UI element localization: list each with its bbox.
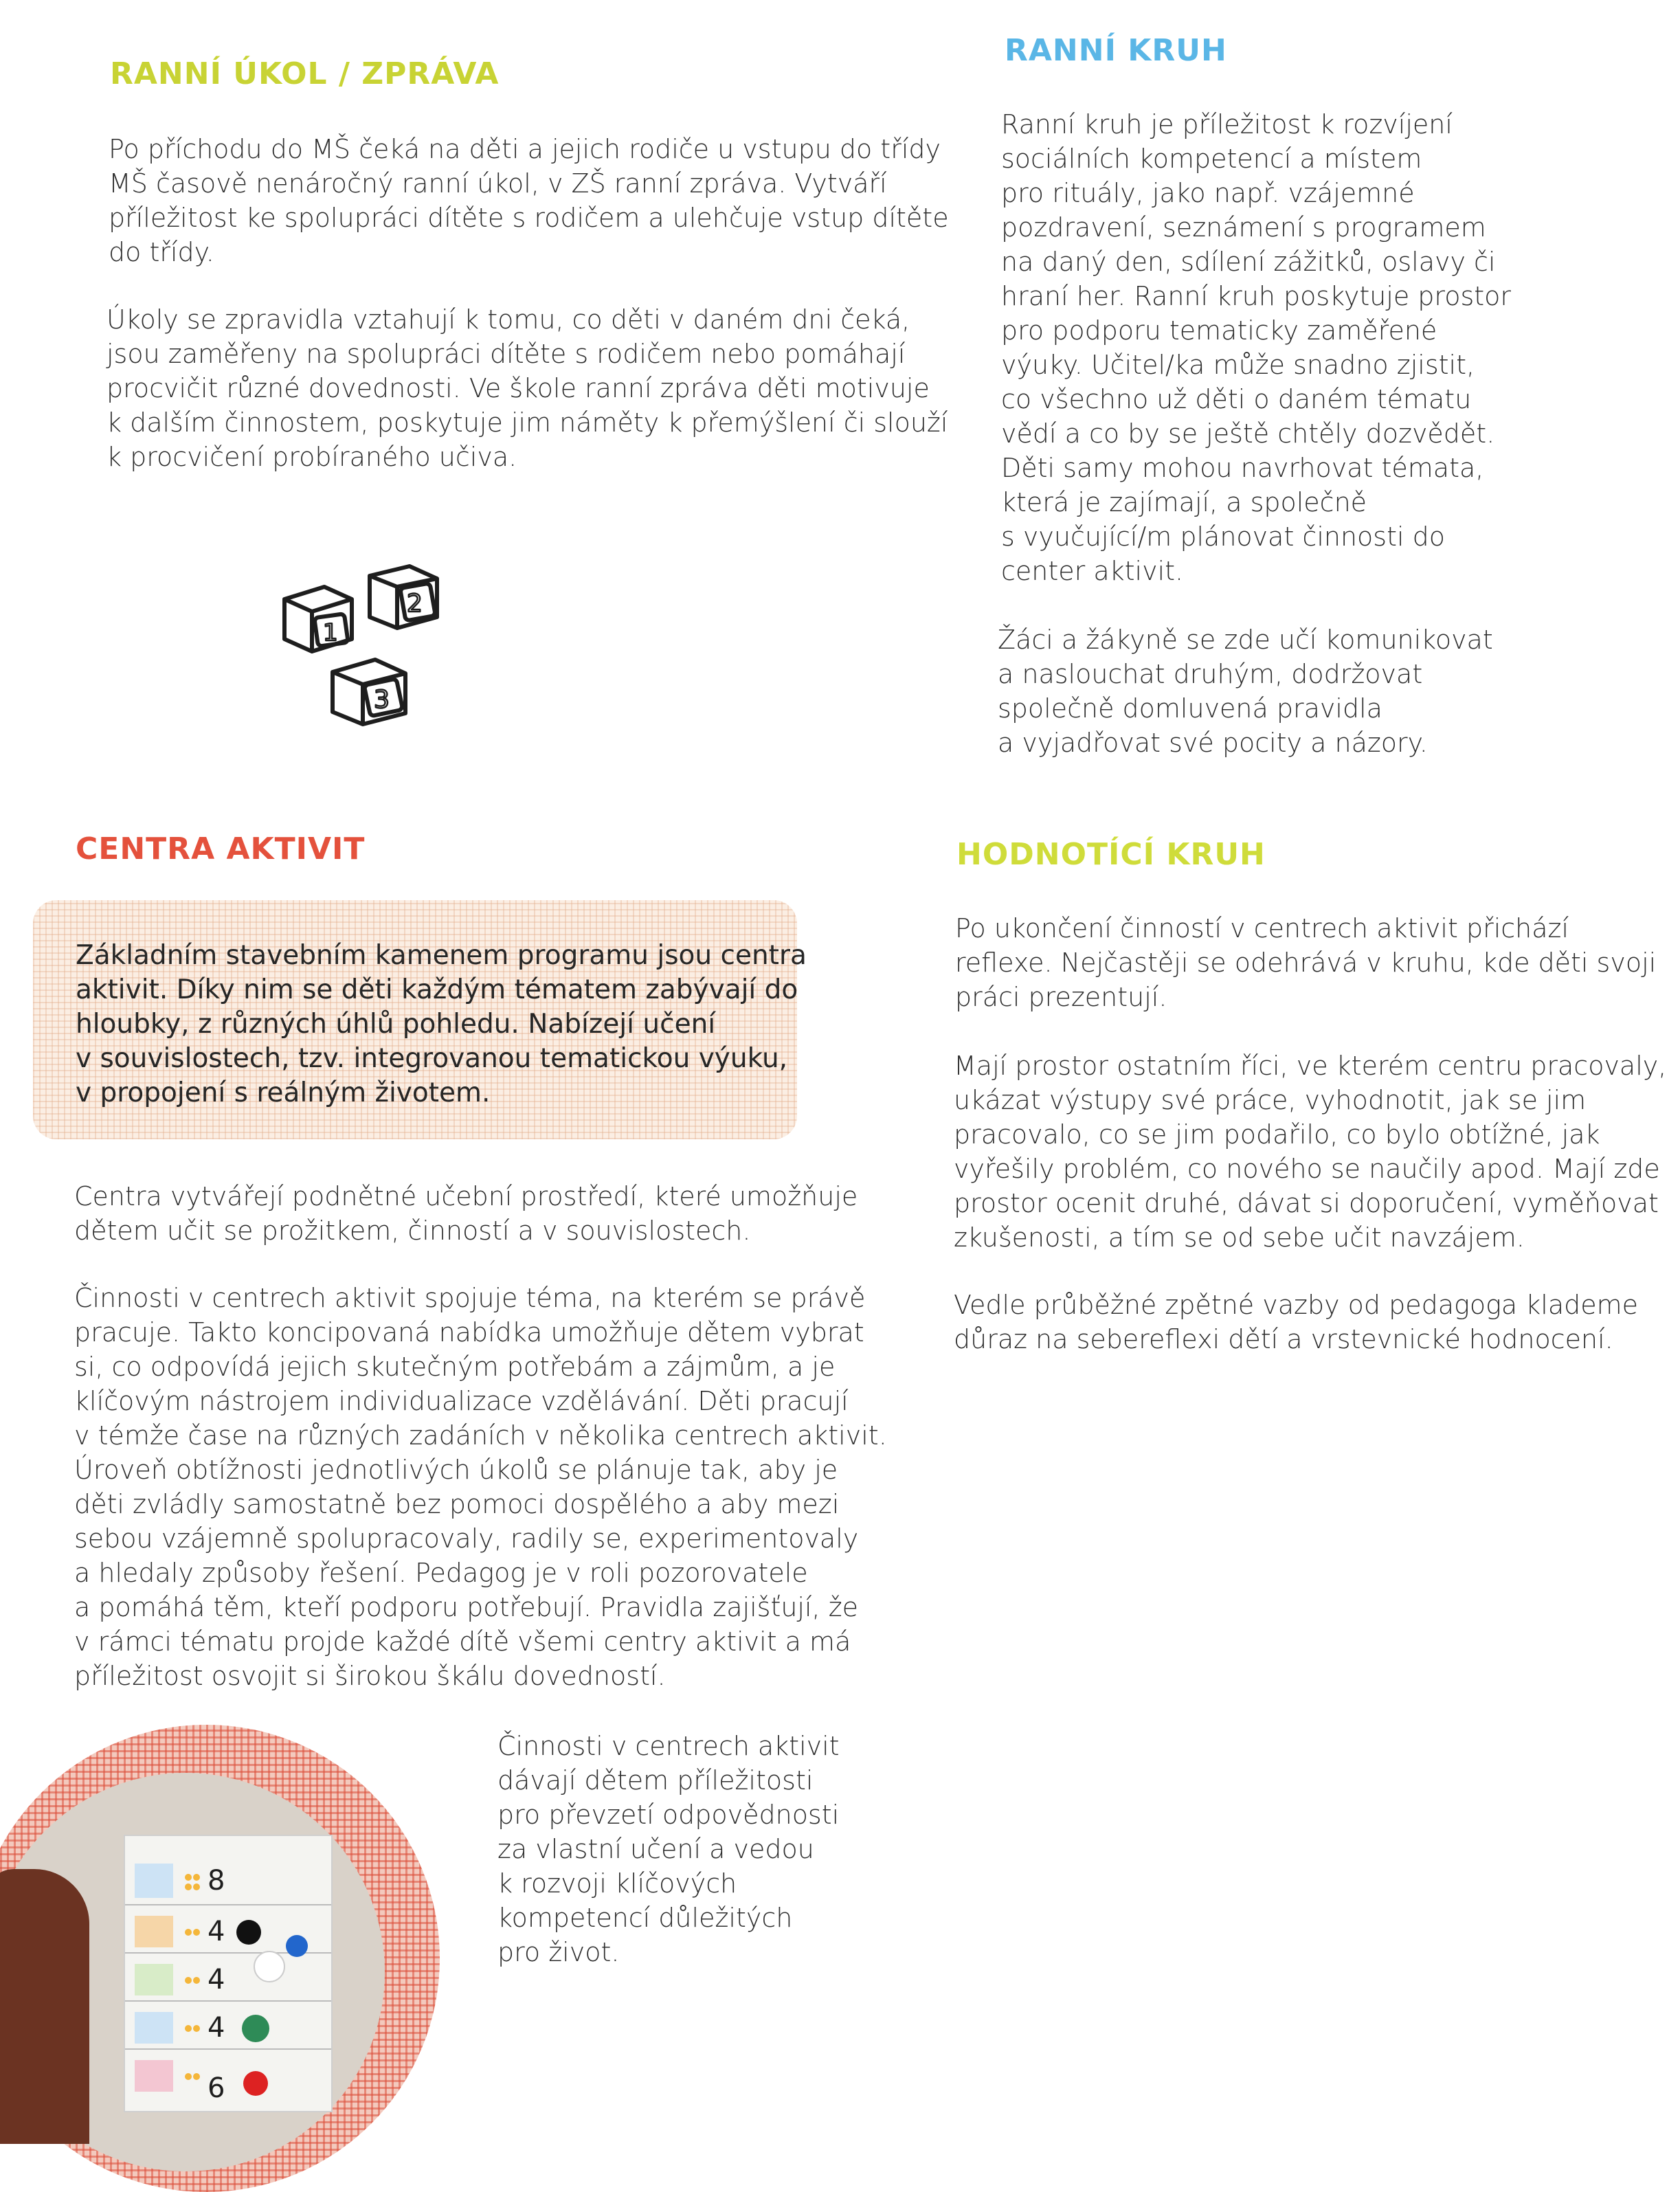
centra-aktivit-paragraph-1 — [74, 1179, 858, 1248]
text-line: do třídy. — [109, 237, 214, 267]
centra-aktivit-paragraph-3 — [497, 1729, 840, 1969]
text-line: Centra vytvářejí podnětné učební prostředí, které umožňuje — [74, 1181, 858, 1211]
text-line: Mají prostor ostatním říci, ve kterém centru pracovaly, — [954, 1051, 1667, 1081]
text-line: Děti samy mohou navrhovat témata, — [1001, 453, 1484, 483]
cube-1-icon — [284, 587, 352, 651]
text-line: pozdravení, seznámení s programem — [1001, 212, 1486, 243]
board-number: 4 — [208, 1916, 225, 1947]
cube-3-label: 3 — [374, 686, 390, 714]
text-line: dětem učit se prožitkem, činností a v souvislostech. — [74, 1216, 751, 1246]
text-line: Žáci a žákyně se zde učí komunikovat — [998, 625, 1493, 655]
text-line: Ranní kruh je příležitost k rozvíjení — [1001, 109, 1453, 139]
text-line: co všechno už děti o daném tématu — [1001, 384, 1472, 414]
text-line: procvičit různé dovednosti. Ve škole ranní zpráva děti motivuje — [107, 373, 930, 403]
heading-hodnotici-kruh: HODNOTÍCÍ KRUH — [956, 837, 1266, 872]
text-line: zkušenosti, a tím se od sebe učit navzájem. — [954, 1222, 1525, 1253]
text-line: a hledaly způsoby řešení. Pedagog je v roli pozorovatele — [74, 1558, 808, 1588]
text-line: prostor ocenit druhé, dávat si doporučení, vyměňovat — [954, 1188, 1659, 1218]
text-line: a pomáhá těm, kteří podporu potřebují. Pravidla zajišťují, že — [74, 1592, 859, 1622]
text-line: v souvislostech, tzv. integrovanou tematickou výuku, — [76, 1043, 788, 1074]
text-line: která je zajímají, a společně — [1001, 487, 1367, 517]
text-line: a naslouchat druhým, dodržovat — [998, 659, 1423, 689]
board-number: 4 — [208, 2012, 225, 2044]
text-line: Úroveň obtížnosti jednotlivých úkolů se plánuje tak, aby je — [74, 1455, 838, 1485]
text-line: na daný den, sdílení zážitků, oslavy či — [1001, 247, 1496, 277]
text-line: Po příchodu do MŠ čeká na děti a jejich rodiče u vstupu do třídy — [109, 134, 941, 164]
board-number: 4 — [208, 1964, 225, 1995]
text-line: hraní her. Ranní kruh poskytuje prostor — [1001, 281, 1512, 311]
text-line: a vyjadřovat své pocity a názory. — [998, 728, 1428, 758]
child-hair — [0, 1869, 89, 2144]
text-line: pracuje. Takto koncipovaná nabídka umožňuje dětem vybrat — [74, 1317, 864, 1347]
centra-aktivit-paragraph-2 — [74, 1281, 887, 1693]
hodnotici-kruh-paragraph-3 — [954, 1288, 1638, 1356]
centra-aktivit-highlight — [76, 939, 807, 1110]
number-cubes-illustration — [275, 557, 453, 735]
classroom-photo — [0, 1725, 426, 2104]
text-line: hloubky, z různých úhlů pohledu. Nabízejí učení — [76, 1009, 716, 1040]
text-line: k dalším činnostem, poskytuje jim náměty k přemýšlení či slouží — [107, 407, 948, 438]
heading-ranni-kruh: RANNÍ KRUH — [1005, 33, 1227, 68]
text-line: Činnosti v centrech aktivit spojuje téma, na kterém se právě — [74, 1283, 866, 1313]
cube-1-label: 1 — [323, 619, 338, 647]
text-line: společně domluvená pravidla — [998, 693, 1382, 724]
photo-content — [0, 1773, 385, 2171]
text-line: příležitost ke spolupráci dítěte s rodičem a ulehčuje vstup dítěte — [109, 203, 949, 233]
text-line: vyřešily problém, co nového se naučily apod. Mají zde — [954, 1154, 1660, 1184]
text-line: pro život. — [497, 1937, 620, 1967]
text-line: MŠ časově nenáročný ranní úkol, v ZŠ ranní zpráva. Vytváří — [109, 168, 887, 199]
text-line: klíčovým nástrojem individualizace vzdělávání. Děti pracují — [74, 1386, 849, 1416]
text-line: k rozvoji klíčových — [497, 1868, 737, 1899]
text-line: sebou vzájemně spolupracovaly, radily se, experimentovaly — [74, 1523, 859, 1554]
ranni-ukol-paragraph-1 — [109, 132, 949, 269]
ranni-kruh-paragraph-1 — [1001, 107, 1511, 588]
text-line: si, co odpovídá jejich skutečným potřebám a zájmům, a je — [74, 1352, 836, 1382]
text-line: v rámci tématu projde každé dítě všemi centry aktivit a má — [74, 1626, 851, 1657]
heading-ranni-ukol: RANNÍ ÚKOL / ZPRÁVA — [110, 56, 500, 91]
text-line: jsou zaměřeny na spolupráci dítěte s rodičem nebo pomáhají — [107, 339, 906, 369]
text-line: Činnosti v centrech aktivit — [497, 1731, 840, 1761]
text-line: děti zvládly samostatně bez pomoci dospělého a aby mezi — [74, 1489, 840, 1519]
text-line: aktivit. Díky nim se děti každým tématem zabývají do — [76, 974, 798, 1005]
text-line: center aktivit. — [1001, 556, 1184, 586]
cube-3-icon — [333, 660, 405, 724]
text-line: dávají dětem příležitosti — [497, 1765, 814, 1796]
text-line: důraz na sebereflexi dětí a vrstevnické hodnocení. — [954, 1324, 1613, 1354]
ranni-kruh-paragraph-2 — [998, 623, 1493, 760]
cube-2-label: 2 — [407, 590, 423, 618]
board-drawing — [125, 1836, 331, 2111]
text-line: reflexe. Nejčastěji se odehrává v kruhu, kde děti svoji — [955, 948, 1657, 978]
text-line: sociálních kompetencí a místem — [1001, 144, 1422, 174]
text-line: vědí a co by se ještě chtěly dozvědět. — [1001, 418, 1495, 449]
heading-centra-aktivit: CENTRA AKTIVIT — [76, 831, 366, 866]
text-line: s vyučující/m plánovat činnosti do — [1001, 522, 1445, 552]
text-line: Po ukončení činností v centrech aktivit přichází — [955, 913, 1569, 943]
text-line: pro rituály, jako např. vzájemné — [1001, 178, 1415, 208]
text-line: Základním stavebním kamenem programu jsou centra — [76, 940, 807, 971]
hodnotici-kruh-paragraph-1 — [955, 911, 1656, 1014]
activity-board — [124, 1835, 333, 2112]
text-line: příležitost osvojit si širokou škálu dovedností. — [74, 1661, 666, 1691]
text-line: pro podporu tematicky zaměřené — [1001, 315, 1437, 346]
board-number: 6 — [208, 2072, 225, 2104]
text-line: pro převzetí odpovědnosti — [497, 1800, 840, 1830]
text-line: Úkoly se zpravidla vztahují k tomu, co děti v daném dni čeká, — [107, 304, 910, 335]
cube-2-icon — [370, 566, 437, 628]
text-line: v propojení s reálným životem. — [76, 1077, 491, 1108]
text-line: pracovalo, co se jim podařilo, co bylo obtížné, jak — [954, 1119, 1600, 1150]
text-line: Vedle průběžné zpětné vazby od pedagoga klademe — [954, 1290, 1638, 1320]
board-number: 8 — [208, 1865, 225, 1897]
text-line: výuky. Učitel/ka může snadno zjistit, — [1001, 350, 1475, 380]
text-line: ukázat výstupy své práce, vyhodnotit, jak se jim — [954, 1085, 1587, 1115]
hodnotici-kruh-paragraph-2 — [954, 1049, 1666, 1255]
text-line: práci prezentují. — [955, 982, 1167, 1012]
text-line: k procvičení probíraného učiva. — [107, 442, 517, 472]
text-line: v témže čase na různých zadáních v několika centrech aktivit. — [74, 1420, 887, 1451]
text-line: kompetencí důležitých — [497, 1903, 793, 1933]
ranni-ukol-paragraph-2 — [107, 302, 948, 474]
text-line: za vlastní učení a vedou — [497, 1834, 814, 1864]
